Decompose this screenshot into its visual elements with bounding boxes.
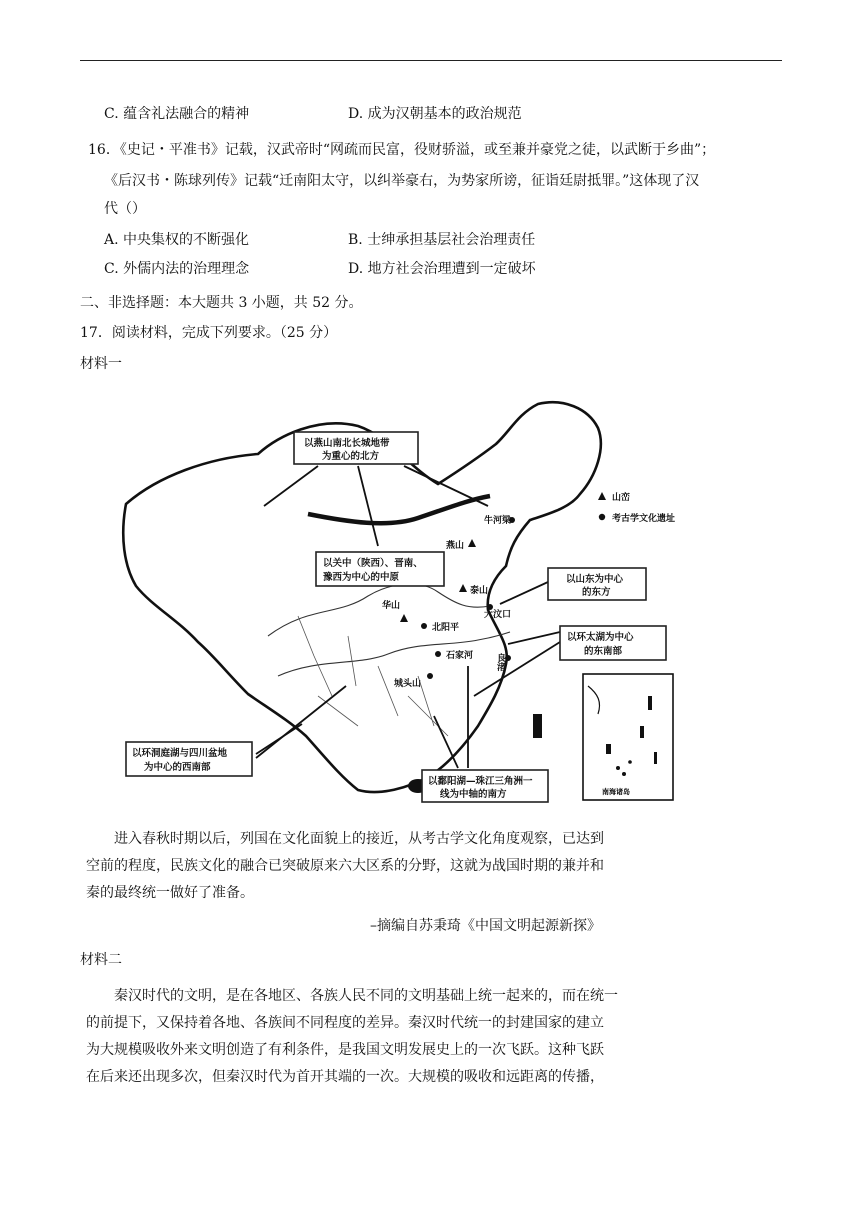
place-huashan: 华山	[382, 601, 401, 611]
q16-stem-line3: 代（）	[104, 201, 146, 217]
region-leader-lines	[256, 466, 560, 768]
place-shijiahe: 石家河	[446, 651, 474, 661]
place-beiyangping: 北阳平	[432, 623, 460, 633]
q17-stem: 17．阅读材料，完成下列要求。（25 分）	[80, 325, 338, 341]
map-legend	[598, 491, 675, 524]
q15-option-d: D. 成为汉朝基本的政治规范	[348, 106, 522, 122]
taiwan-island	[533, 714, 542, 738]
great-wall-band	[308, 496, 490, 523]
material2-label: 材料二	[80, 952, 122, 968]
svg-text:以关中（陕西）、晋南、: 以关中（陕西）、晋南、	[323, 558, 423, 569]
svg-text:以燕山南北长城地带: 以燕山南北长城地带	[304, 438, 390, 449]
material1-line2: 空前的程度，民族文化的融合已突破原来六大区系的分野，这就为战国时期的兼并和	[86, 858, 604, 874]
taishan-mountain-icon	[459, 584, 467, 592]
section-heading: 二、非选择题：本大题共 3 小题，共 52 分。	[80, 295, 363, 311]
place-dawenkou: 大汶口	[484, 610, 512, 620]
legend-site: 考古学文化遗址	[612, 514, 676, 524]
region-central	[316, 552, 444, 586]
svg-text:的东方: 的东方	[582, 587, 611, 598]
place-chengtoushan: 城头山	[394, 679, 422, 689]
place-taishan: 泰山	[470, 586, 489, 596]
material2-line1: 秦汉时代的文明，是在各地区、各族人民不同的文明基础上统一起来的，而在统一	[114, 988, 618, 1004]
region-southeast	[560, 626, 666, 660]
river-network	[298, 616, 448, 736]
map-svg	[118, 396, 678, 806]
material2-line2: 的前提下，又保持着各地、各族间不同程度的差异。秦汉时代统一的封建国家的建立	[86, 1015, 604, 1031]
svg-text:以环洞庭湖与四川盆地: 以环洞庭湖与四川盆地	[132, 748, 228, 759]
region-north	[294, 432, 418, 464]
material1-line3: 秦的最终统一做好了准备。	[86, 885, 254, 901]
q16-option-a: A. 中央集权的不断强化	[104, 232, 250, 248]
q16-stem-line2: 《后汉书・陈球列传》记载“迁南阳太守，以纠举豪右，为势家所谤，征诣廷尉抵罪。”这体现了汉	[104, 173, 700, 189]
svg-text:线为中轴的南方: 线为中轴的南方	[440, 789, 507, 800]
q16-option-b: B. 士绅承担基层社会治理责任	[348, 232, 536, 248]
svg-text:的东南部: 的东南部	[584, 646, 623, 657]
mountain-legend-icon	[598, 492, 606, 500]
china-cultural-regions-map	[118, 396, 678, 806]
q16-option-c: C. 外儒内法的治理理念	[104, 261, 250, 277]
region-east	[548, 568, 646, 600]
region-south	[422, 770, 548, 802]
south-china-sea-inset	[583, 674, 673, 800]
chengtoushan-marker	[427, 673, 433, 679]
inset-label: 南海诸岛	[602, 788, 630, 796]
shijiahe-marker	[435, 651, 441, 657]
svg-text:豫西为中心的中原: 豫西为中心的中原	[323, 572, 400, 583]
beiyangping-marker	[421, 623, 427, 629]
q16-option-d: D. 地方社会治理遭到一定破坏	[348, 261, 536, 277]
material1-source: –摘编自苏秉琦《中国文明起源新探》	[370, 918, 601, 934]
material1-label: 材料一	[80, 356, 122, 372]
material1-line1: 进入春秋时期以后，列国在文化面貌上的接近，从考古学文化角度观察，已达到	[114, 831, 604, 847]
site-legend-icon	[599, 514, 605, 520]
material2-line3: 为大规模吸收外来文明创造了有利条件，是我国文明发展史上的一次飞跃。这种飞跃	[86, 1042, 604, 1058]
material2-line4: 在后来还出现多次，但秦汉时代为首开其端的一次。大规模的吸收和远距离的传播，	[86, 1069, 604, 1085]
svg-text:以山东为中心: 以山东为中心	[566, 574, 624, 585]
svg-text:为重心的北方: 为重心的北方	[322, 451, 380, 462]
header-rule	[80, 60, 782, 61]
liangzhu-marker	[505, 655, 511, 661]
q15-option-c: C. 蕴含礼法融合的精神	[104, 106, 250, 122]
yanshan-mountain-icon	[468, 539, 476, 547]
place-niuheliang: 牛河梁	[484, 516, 512, 526]
svg-text:以环太湖为中心: 以环太湖为中心	[567, 632, 634, 643]
huashan-mountain-icon	[400, 614, 408, 622]
svg-text:以鄱阳湖—珠江三角洲一: 以鄱阳湖—珠江三角洲一	[428, 776, 533, 787]
region-southwest	[126, 742, 252, 776]
svg-text:为中心的西南部: 为中心的西南部	[144, 762, 211, 773]
place-liangzhu: 良渚	[495, 653, 505, 671]
q16-stem-line1: 16．《史记・平准书》记载，汉武帝时“网疏而民富，役财骄溢，或至兼并豪党之徒，以武断于乡曲”；	[88, 142, 716, 158]
legend-mountain: 山峦	[612, 493, 631, 503]
place-yanshan: 燕山	[446, 541, 465, 551]
